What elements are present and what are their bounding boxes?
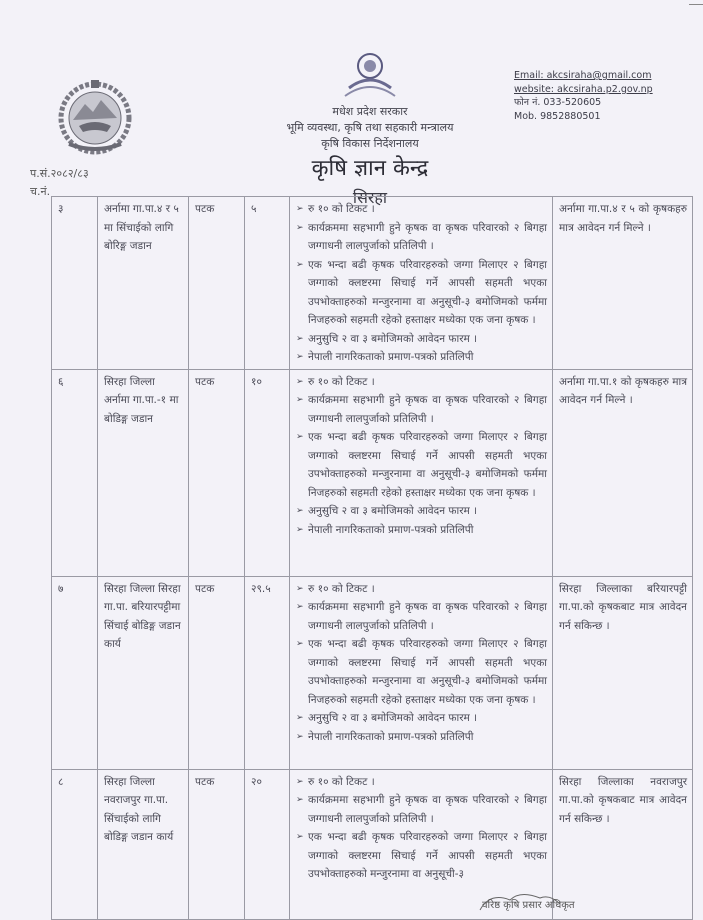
quantity-cell: २९.५ [245,576,290,769]
arrow-bullet-icon: ➢ [296,524,304,535]
letterhead [250,48,490,209]
requirement-item [296,391,547,428]
ministry-name: भूमि व्यवस्था, कृषि तथा सहकारी मन्त्रालय [286,121,454,134]
requirement-text: नेपाली नागरिकताको प्रमाण-पत्रको प्रतिलिपी [308,351,474,363]
requirement-text: अनुसुचि २ वा ३ बमोजिमको आवेदन फारम । [308,712,478,724]
requirement-item [296,200,547,219]
serial-number-cell: ८ [52,769,98,919]
district-name: सिरहा [352,188,388,207]
remarks-cell: सिरहा जिल्लाका नवराजपुर गा.पा.को कृषकबाट मात्र आवेदन गर्न सकिन्छ । [553,769,693,919]
arrow-bullet-icon: ➢ [296,713,304,723]
requirement-text: एक भन्दा बढी कृषक परिवारहरुको जग्गा मिलाएर २ बिगहा जग्गाको क्लष्टरमा सिचाई गर्ने आपसी सहमती भएका उपभोक्ताहरुको मन्जुरनामा वा अनुसूची-३ बमोजिमको फर्ममा निजहरुको सहमती रहेको हस्ताक्षर मध्येका एक जना कृषक । [308,638,547,706]
requirement-item [296,428,547,502]
requirements-cell [290,369,553,576]
requirement-text: नेपाली नागरिकताको प्रमाण-पत्रको प्रतिलिपी [308,523,474,536]
requirements-list [296,200,547,367]
requirements-list [296,773,547,884]
serial-number-cell: ३ [52,197,98,370]
quantity-cell: ५ [245,197,290,370]
requirement-text: कार्यक्रममा सहभागी हुने कृषक वा कृषक परिवारको २ बिगहा जग्गाधनी लालपुर्जाको प्रतिलिपी । [308,221,547,252]
requirement-text: एक भन्दा बढी कृषक परिवारहरुको जग्गा मिलाएर २ बिगहा जग्गाको क्लष्टरमा सिचाई गर्ने आपसी सहमती भएका उपभोक्ताहरुको मन्जुरनामा वा अनुसूची-३ बमोजिमको फर्ममा निजहरुको सहमती रहेको हस्ताक्षर मध्येका एक जना कृषक । [308,431,547,499]
program-table [51,196,693,920]
scan-corner-mark [689,4,703,5]
requirements-list [296,373,547,540]
arrow-bullet-icon: ➢ [296,795,304,805]
nepal-emblem-icon [55,78,135,158]
requirement-item [296,728,547,747]
table-row [52,576,693,769]
requirement-text: रु १० को टिकट । [308,775,375,788]
requirement-item [296,373,547,392]
arrow-bullet-icon: ➢ [296,333,304,344]
website-link[interactable]: website: akcsiraha.p2.gov.np [514,83,653,95]
requirement-text: एक भन्दा बढी कृषक परिवारहरुको जग्गा मिलाएर २ बिगहा जग्गाको क्लष्टरमा सिचाई गर्ने आपसी सहमती भएका उपभोक्ताहरुको मन्जुरनामा वा अनुसूची-३ बमोजिमको फर्ममा निजहरुको सहमती रहेको हस्ताक्षर मध्येका एक जना कृषक । [308,258,547,326]
requirement-text: नेपाली नागरिकताको प्रमाण-पत्रको प्रतिलिपी [308,730,474,743]
requirement-item [296,348,547,367]
requirement-text: अनुसुचि २ वा ३ बमोजिमको आवेदन फारम । [308,505,478,517]
arrow-bullet-icon: ➢ [296,602,304,612]
activity-cell: सिरहा जिल्ला नवराजपुर गा.पा. सिंचाईको लागि बोडिङ्ग जडान कार्य [98,769,189,919]
table-row [52,369,693,576]
activity-cell: अर्नामा गा.पा.४ र ५ मा सिंचाईको लागि बोरिङ्ग जडान [98,197,189,370]
requirement-item [296,256,547,330]
unit-cell: पटक [189,369,245,576]
unit-cell: पटक [189,769,245,919]
arrow-bullet-icon: ➢ [296,639,304,649]
office-title: कृषि ज्ञान केन्द्र [311,156,429,181]
unit-cell: पटक [189,197,245,370]
activity-cell: सिरहा जिल्ला सिरहा गा.पा. बरियारपट्टीमा सिंचाई बोडिङ्ग जडान कार्य [98,576,189,769]
quantity-cell: १० [245,369,290,576]
government-name: मधेश प्रदेश सरकार [332,105,408,118]
table-row [52,197,693,370]
requirements-cell [290,576,553,769]
requirement-text: अनुसुचि २ वा ३ बमोजिमको आवेदन फारम । [308,332,478,345]
arrow-bullet-icon: ➢ [296,222,304,233]
quantity-cell: २० [245,769,290,919]
requirement-item [296,580,547,599]
requirement-item [296,773,547,792]
arrow-bullet-icon: ➢ [296,204,304,214]
requirement-text: कार्यक्रममा सहभागी हुने कृषक वा कृषक परिवारको २ बिगहा जग्गाधनी लालपुर्जाको प्रतिलिपी । [308,394,547,425]
serial-number-cell: ७ [52,576,98,769]
mobile-number: Mob. 9852880501 [514,110,601,122]
serial-number-cell: ६ [52,369,98,576]
arrow-bullet-icon: ➢ [296,395,304,405]
requirement-text: रु १० को टिकट । [308,203,375,215]
table-row [52,769,693,919]
fiscal-year-reference: प.सं.२०८२/८३ [30,167,89,180]
arrow-bullet-icon: ➢ [296,832,304,842]
requirement-text: कार्यक्रममा सहभागी हुने कृषक वा कृषक परिवारको २ बिगहा जग्गाधनी लालपुर्जाको प्रतिलिपी । [308,794,547,825]
arrow-bullet-icon: ➢ [296,259,304,270]
requirements-list [296,580,547,747]
requirement-item [296,330,547,349]
arrow-bullet-icon: ➢ [296,376,304,387]
remarks-cell: अर्नामा गा.पा.४ र ५ को कृषकहरु मात्र आवेदन गर्न मिल्ने । [553,197,693,370]
requirement-item [296,828,547,884]
contact-block [514,69,653,123]
dispatch-number: च.नं. [30,185,51,198]
email-link[interactable]: Email: akcsiraha@gmail.com [514,70,652,81]
requirement-text: कार्यक्रममा सहभागी हुने कृषक वा कृषक परिवारको २ बिगहा जग्गाधनी लालपुर्जाको प्रतिलिपी । [308,601,547,632]
requirement-item [296,521,547,540]
requirement-item [296,791,547,828]
requirement-text: एक भन्दा बढी कृषक परिवारहरुको जग्गा मिलाएर २ बिगहा जग्गाको क्लष्टरमा सिचाई गर्ने आपसी सहमती भएका उपभोक्ताहरुको मन्जुरनामा वा अनुसूची-३ [308,831,547,880]
requirement-item [296,598,547,635]
directorate-name: कृषि विकास निर्देशनालय [321,137,419,150]
requirement-item [296,709,547,728]
arrow-bullet-icon: ➢ [296,432,304,442]
arrow-bullet-icon: ➢ [296,776,304,787]
requirements-cell [290,197,553,370]
phone-number: फोन नं. 033-520605 [514,97,602,108]
office-stamp-icon [341,48,399,98]
remarks-cell: अर्नामा गा.पा.१ को कृषकहरु मात्र आवेदन गर्न मिल्ने । [553,369,693,576]
unit-cell: पटक [189,576,245,769]
remarks-cell: सिरहा जिल्लाका बरियारपट्टी गा.पा.को कृषकबाट मात्र आवेदन गर्न सकिन्छ । [553,576,693,769]
arrow-bullet-icon: ➢ [296,731,304,742]
signature-title: वरिष्ठ कृषि प्रसार अधिकृत [482,900,575,911]
requirement-item [296,502,547,521]
requirement-text: रु १० को टिकट । [308,375,375,388]
requirement-item [296,219,547,256]
requirement-item [296,635,547,709]
arrow-bullet-icon: ➢ [296,506,304,516]
arrow-bullet-icon: ➢ [296,583,304,594]
requirement-text: रु १० को टिकट । [308,582,375,595]
arrow-bullet-icon: ➢ [296,352,304,362]
activity-cell: सिरहा जिल्ला अर्नामा गा.पा.-१ मा बोडिङ्ग जडान [98,369,189,576]
